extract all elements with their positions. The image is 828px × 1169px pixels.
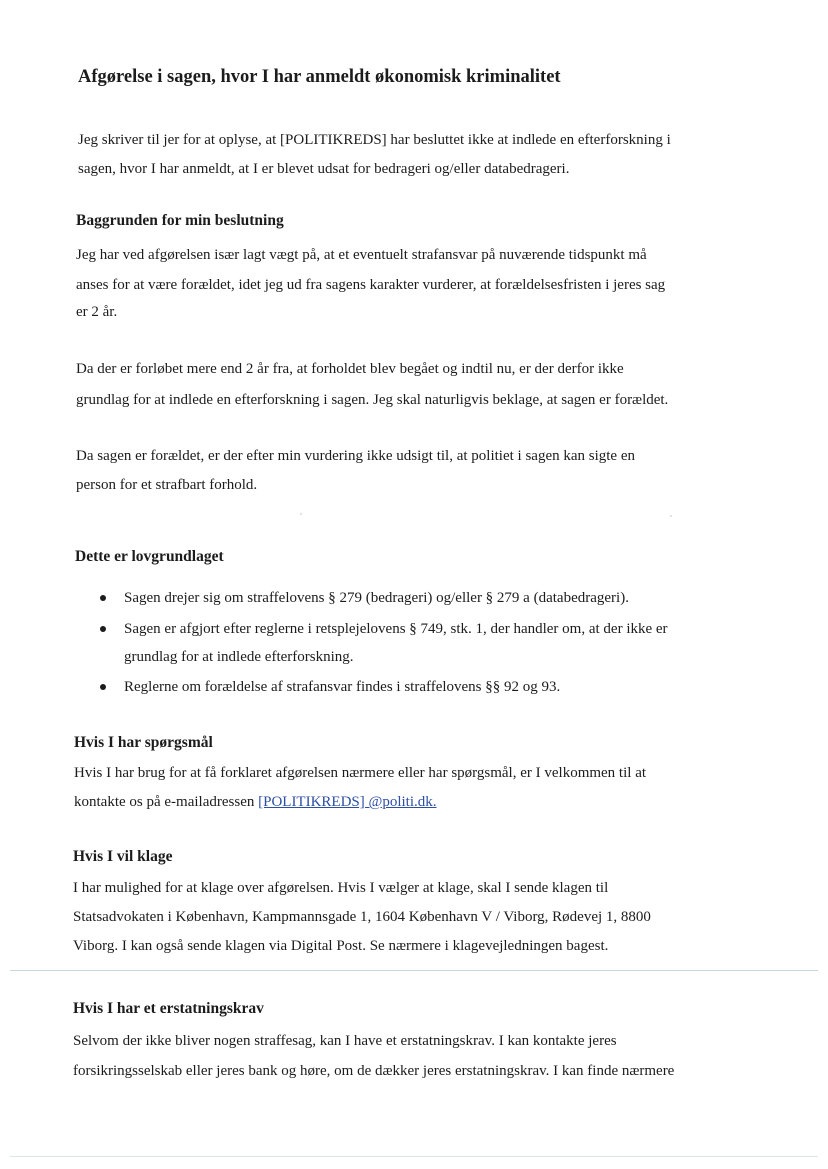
bullet-marker <box>100 626 106 632</box>
bullet-marker <box>100 684 106 690</box>
scan-speck <box>300 513 302 515</box>
questions-heading: Hvis I har spørgsmål <box>74 734 213 751</box>
document-title: Afgørelse i sagen, hvor I har anmeldt økonomisk kriminalitet <box>78 67 561 87</box>
reason-p1-line-1: Jeg har ved afgørelsen især lagt vægt på, at et eventuelt strafansvar på nuværende tidspunkt må <box>76 247 647 263</box>
compensation-line-1: Selvom der ikke bliver nogen straffesag, kan I have et erstatningskrav. I kan kontakte jeres <box>73 1033 617 1049</box>
compensation-line-2: forsikringsselskab eller jeres bank og høre, om de dækker jeres erstatningskrav. I kan finde nærmere <box>73 1063 675 1079</box>
legal-bullet-2-line-1: Sagen er afgjort efter reglerne i retsplejelovens § 749, stk. 1, der handler om, at der ikke er <box>124 621 668 637</box>
legal-bullet-2-line-2: grundlag for at indlede efterforskning. <box>124 649 354 665</box>
appeal-line-2: Statsadvokaten i København, Kampmannsgade 1, 1604 København V / Viborg, Rødevej 1, 8800 <box>73 909 651 925</box>
appeal-line-1: I har mulighed for at klage over afgørelsen. Hvis I vælger at klage, skal I sende klagen til <box>73 880 609 896</box>
intro-line-2: sagen, hvor I har anmeldt, at I er blevet udsat for bedrageri og/eller databedrageri. <box>78 161 570 177</box>
bullet-marker <box>100 595 106 601</box>
reason-p1-line-2: anses for at være forældet, idet jeg ud fra sagens karakter vurderer, at forældelsesfristen i jeres sag <box>76 277 666 293</box>
page-edge-line <box>10 1156 818 1157</box>
reason-p2-line-2: grundlag for at indlede en efterforskning i sagen. Jeg skal naturligvis beklage, at sagen er forældet. <box>76 392 669 408</box>
questions-line-2 <box>74 788 437 817</box>
questions-line-2-prefix: kontakte os på e-mailadressen <box>74 794 259 810</box>
compensation-heading: Hvis I har et erstatningskrav <box>73 1000 264 1017</box>
scan-speck <box>670 515 672 517</box>
legal-heading: Dette er lovgrundlaget <box>75 548 224 565</box>
reason-p2-line-1: Da der er forløbet mere end 2 år fra, at forholdet blev begået og indtil nu, er der derfor ikke <box>76 361 624 377</box>
intro-line-1: Jeg skriver til jer for at oplyse, at [POLITIKREDS] har besluttet ikke at indlede en efterforskning i <box>78 132 671 148</box>
questions-line-1: Hvis I har brug for at få forklaret afgørelsen nærmere eller har spørgsmål, er I velkommen til at <box>74 765 647 781</box>
fold-line <box>10 970 818 971</box>
legal-bullet-1: Sagen drejer sig om straffelovens § 279 (bedrageri) og/eller § 279 a (databedrageri). <box>124 590 629 606</box>
reason-p3-line-2: person for et strafbart forhold. <box>76 477 258 493</box>
appeal-heading: Hvis I vil klage <box>73 848 173 865</box>
email-link[interactable]: [POLITIKREDS] @politi.dk. <box>258 794 437 810</box>
reason-p3-line-1: Da sagen er forældet, er der efter min vurdering ikke udsigt til, at politiet i sagen kan sigte en <box>76 448 635 464</box>
reason-p1-line-3: er 2 år. <box>76 304 118 320</box>
legal-bullet-3: Reglerne om forældelse af strafansvar findes i straffelovens §§ 92 og 93. <box>124 679 561 695</box>
appeal-line-3: Viborg. I kan også sende klagen via Digital Post. Se nærmere i klagevejledningen bagest. <box>73 938 609 954</box>
reason-heading: Baggrunden for min beslutning <box>76 212 284 229</box>
